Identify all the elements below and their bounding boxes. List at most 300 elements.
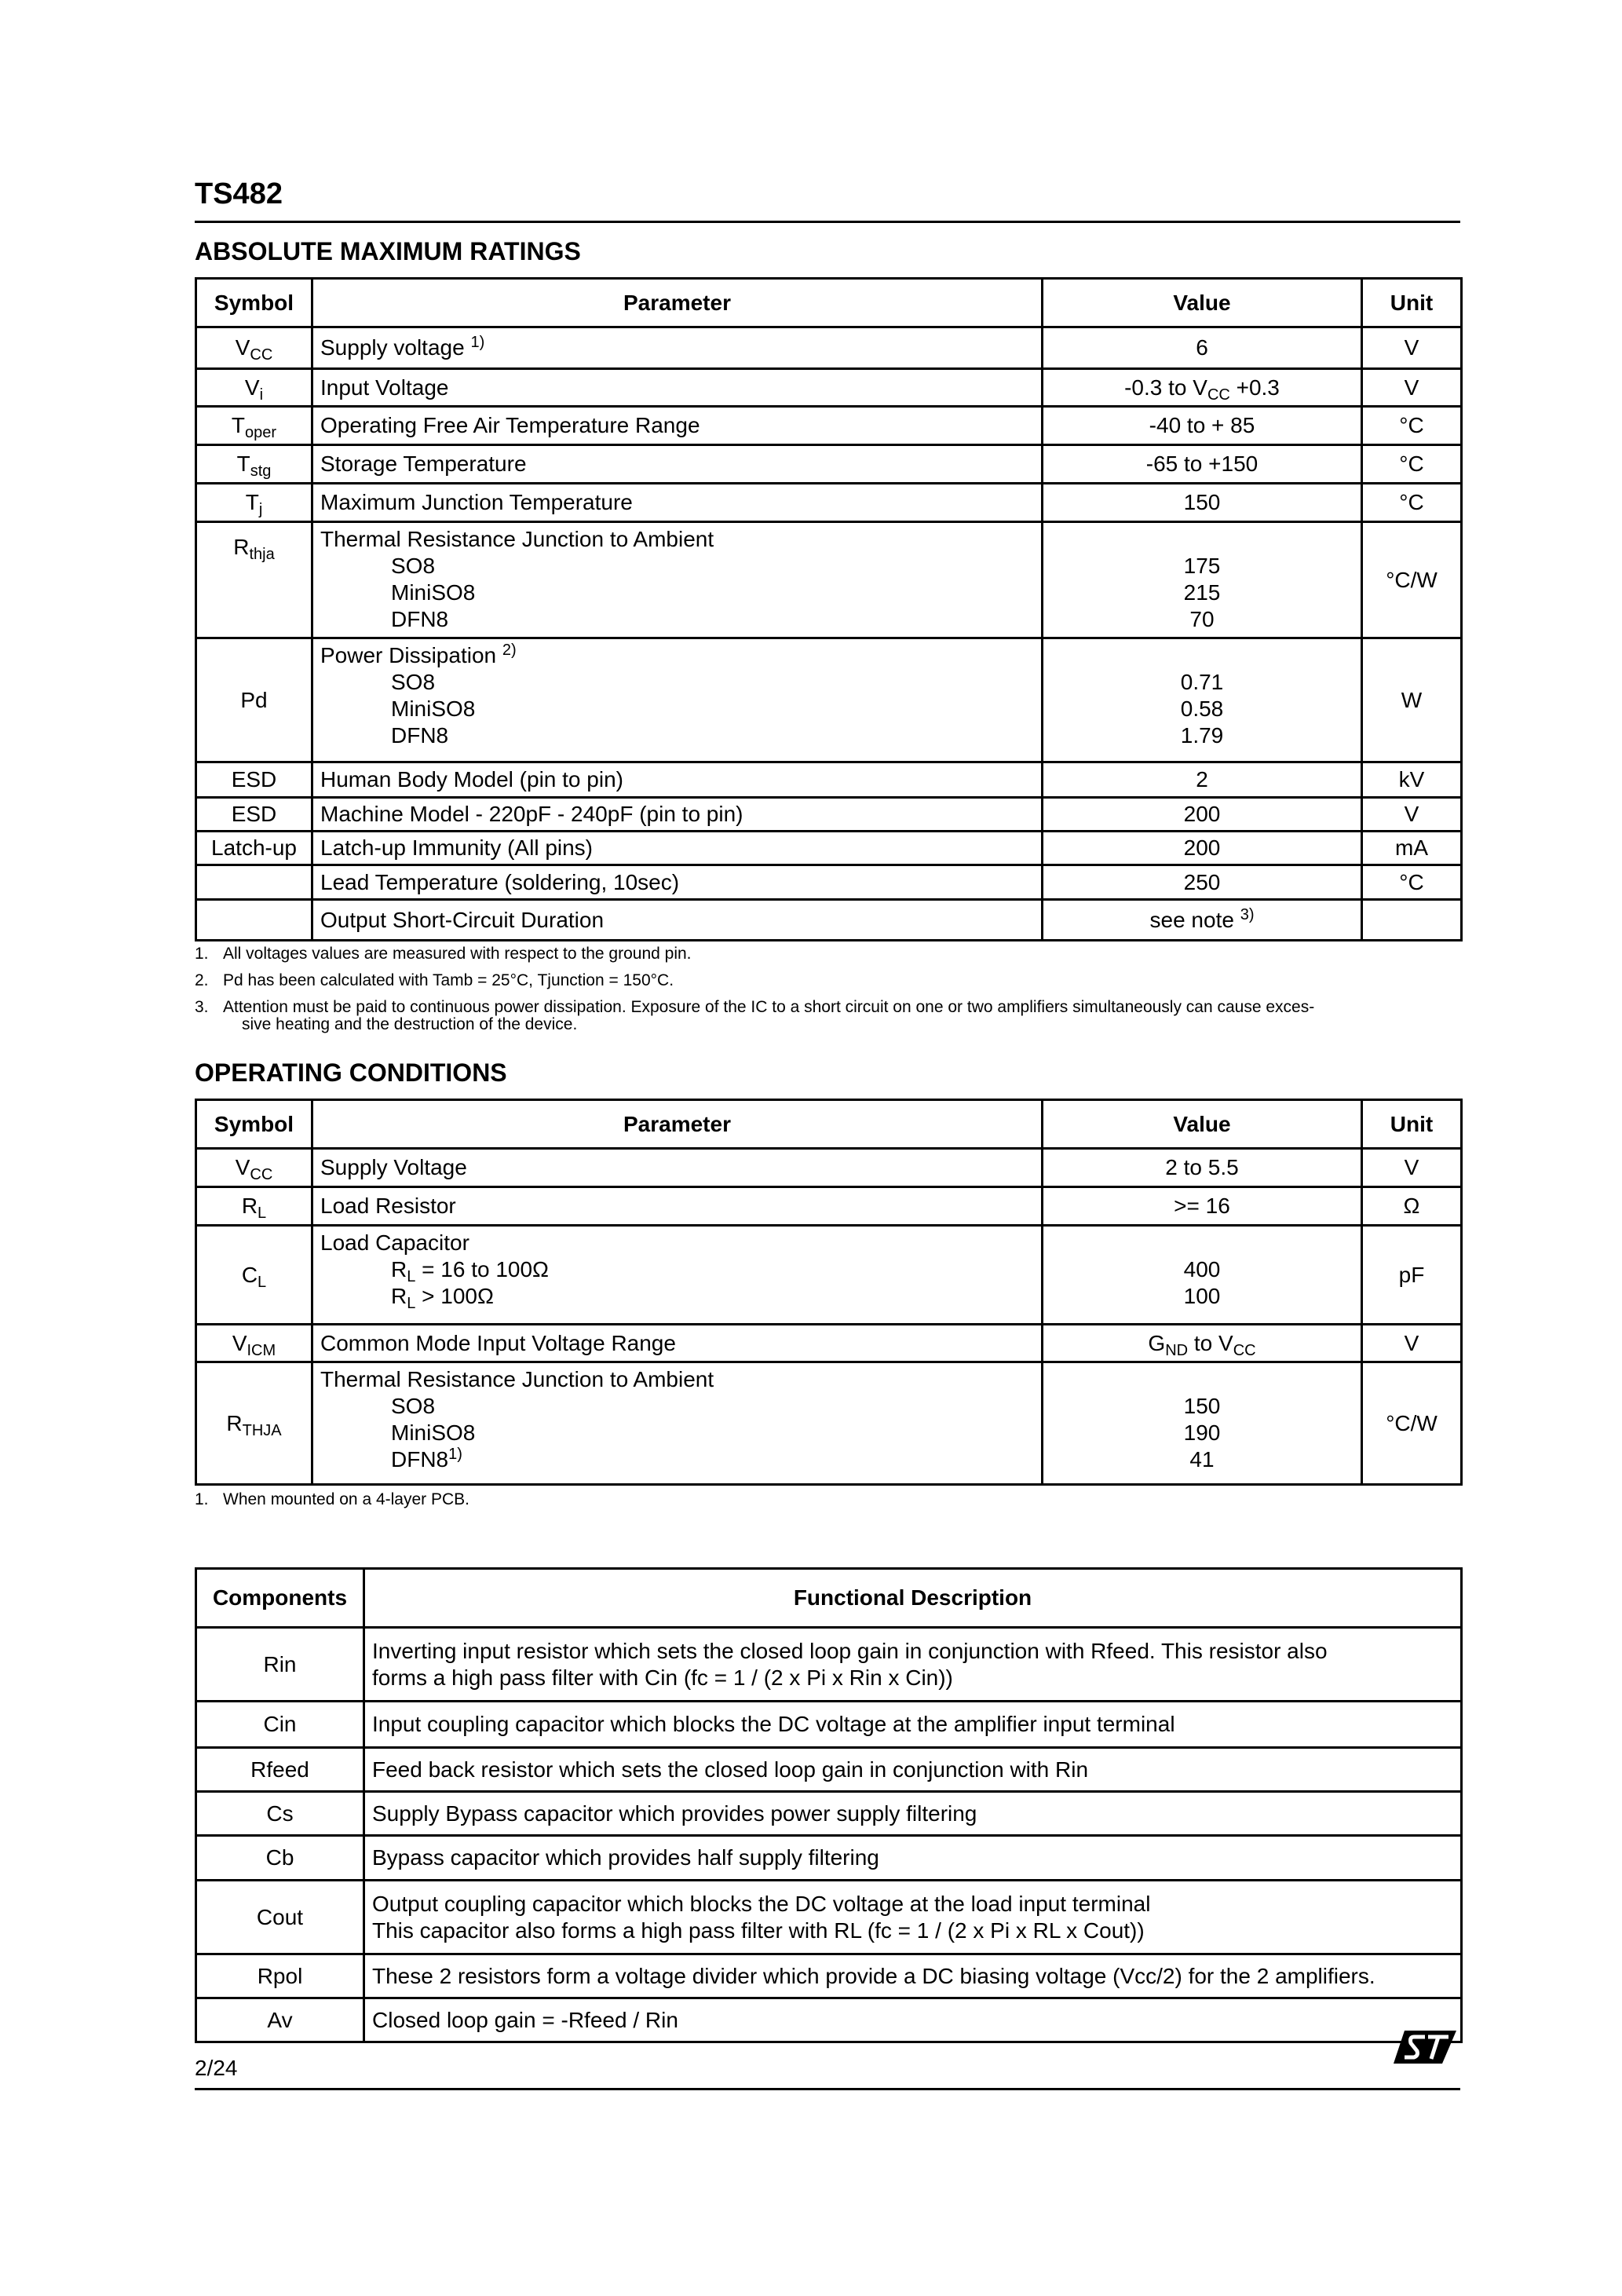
footnote-number: 3. (195, 998, 209, 1016)
component-row (196, 1792, 1462, 1836)
parameter-cell (312, 638, 1043, 762)
symbol-cell (196, 900, 312, 941)
text-segment: T (236, 452, 250, 476)
value-line (1050, 1154, 1353, 1181)
text-segment: j (258, 501, 263, 518)
text-segment: 2) (502, 642, 517, 659)
operating-conditions-table (195, 1099, 1463, 1486)
value-line (1050, 1446, 1353, 1473)
symbol-cell (196, 1187, 312, 1226)
parameter-line (320, 1330, 1034, 1357)
component-name: Cout (196, 1881, 364, 1954)
component-name: Rfeed (196, 1748, 364, 1792)
parameter-line (320, 869, 1034, 896)
component-name: Rpol (196, 1954, 364, 1998)
parameter-cell (312, 484, 1043, 522)
parameter-line (320, 1193, 1034, 1219)
text-segment: ESD (231, 767, 277, 792)
text-segment: L (407, 1268, 416, 1285)
parameter-line (320, 579, 1034, 606)
value-line (1050, 907, 1353, 934)
parameter-line (320, 1446, 1034, 1473)
unit-cell: pF (1362, 1226, 1462, 1325)
text-segment: V (232, 1330, 247, 1355)
component-row (196, 1998, 1462, 2042)
footnote-text: When mounted on a 4-layer PCB. (223, 1490, 469, 1508)
unit-cell: V (1362, 1149, 1462, 1187)
parameter-cell (312, 1325, 1043, 1362)
table-row (196, 638, 1462, 762)
table-row (196, 327, 1462, 369)
unit-cell: V (1362, 798, 1462, 832)
text-segment: thja (249, 546, 275, 563)
abs-max-heading: ABSOLUTE MAXIMUM RATINGS (195, 237, 581, 265)
component-row (196, 1748, 1462, 1792)
symbol-cell (196, 1325, 312, 1362)
unit-cell: °C/W (1362, 522, 1462, 638)
symbol-cell (196, 522, 312, 638)
text-segment: 150 (1183, 490, 1221, 514)
absolute-maximum-ratings-table (195, 277, 1463, 941)
text-segment: i (259, 386, 264, 404)
text-segment: 200 (1183, 802, 1221, 826)
component-row (196, 1702, 1462, 1748)
symbol-cell (196, 407, 312, 445)
parameter-line (320, 553, 1034, 579)
parameter-cell (312, 900, 1043, 941)
text-segment: L (258, 1205, 267, 1222)
component-description (364, 1702, 1462, 1748)
text-segment: 6 (1196, 335, 1208, 360)
value-line (1050, 489, 1353, 516)
text-segment: 175 (1183, 554, 1221, 578)
text-segment: V (235, 1155, 250, 1179)
text-segment: CC (250, 346, 273, 364)
table-header-row (196, 1569, 1462, 1628)
text-segment: Input Voltage (320, 375, 449, 400)
text-segment: 3) (1240, 905, 1255, 923)
component-row (196, 1836, 1462, 1881)
text-segment: 100 (1183, 1284, 1221, 1308)
parameter-cell (312, 522, 1043, 638)
description-line: Feed back resistor which sets the closed loop gain in conjunction with Rin (372, 1757, 1089, 1782)
value-cell (1043, 1149, 1362, 1187)
text-segment: G (1148, 1330, 1166, 1355)
value-line (1050, 1420, 1353, 1446)
parameter-cell (312, 445, 1043, 484)
text-segment: Storage Temperature (320, 452, 527, 476)
header-rule (195, 221, 1460, 223)
component-row (196, 1954, 1462, 1998)
parameter-line (320, 1420, 1034, 1446)
parameter-line (320, 835, 1034, 861)
unit-cell: °C/W (1362, 1362, 1462, 1485)
value-cell (1043, 1325, 1362, 1362)
parameter-line (320, 335, 1034, 361)
table-row (196, 762, 1462, 798)
parameter-line (320, 489, 1034, 516)
value-line (1050, 835, 1353, 861)
text-segment: MiniSO8 (391, 696, 476, 721)
parameter-cell (312, 407, 1043, 445)
symbol-cell (196, 832, 312, 865)
text-segment: R (391, 1257, 407, 1281)
text-segment: +0.3 (1229, 375, 1280, 400)
table-row (196, 1226, 1462, 1325)
value-cell (1043, 445, 1362, 484)
component-row (196, 1628, 1462, 1702)
abs-footnotes (195, 945, 1460, 1043)
footnote-number: 1. (195, 945, 209, 963)
value-line (1050, 375, 1353, 404)
parameter-line (320, 669, 1034, 696)
text-segment: 1) (470, 334, 485, 351)
text-segment: MiniSO8 (391, 580, 476, 605)
column-header: Symbol (196, 279, 312, 327)
text-segment: 1.79 (1180, 723, 1224, 748)
parameter-line (320, 451, 1034, 477)
value-cell (1043, 832, 1362, 865)
table-row (196, 369, 1462, 407)
description-line: Closed loop gain = -Rfeed / Rin (372, 2007, 678, 2032)
unit-cell: °C (1362, 865, 1462, 900)
description-line: These 2 resistors form a voltage divider which provide a DC biasing voltage (Vcc/2) for the 2 amplifiers. (372, 1963, 1375, 1988)
component-row (196, 1881, 1462, 1954)
value-line (1050, 801, 1353, 828)
value-line (1050, 1256, 1353, 1283)
parameter-line (320, 606, 1034, 633)
footnote (195, 945, 1460, 963)
value-line (1050, 1366, 1353, 1393)
unit-cell: W (1362, 638, 1462, 762)
text-segment: oper (245, 424, 277, 441)
symbol-cell (196, 638, 312, 762)
text-segment: ICM (247, 1341, 276, 1359)
parameter-line (320, 766, 1034, 793)
footnote (195, 972, 1460, 989)
unit-cell: V (1362, 369, 1462, 407)
value-line (1050, 696, 1353, 722)
symbol-cell (196, 445, 312, 484)
text-segment: 150 (1183, 1394, 1221, 1418)
operating-conditions-heading: OPERATING CONDITIONS (195, 1058, 507, 1087)
component-description (364, 1792, 1462, 1836)
components-table (195, 1567, 1463, 2043)
table-row (196, 798, 1462, 832)
description-line: This capacitor also forms a high pass filter with RL (fc = 1 / (2 x Pi x RL x Cout)) (372, 1918, 1145, 1943)
parameter-line (320, 375, 1034, 401)
parameter-cell (312, 865, 1043, 900)
table-row (196, 1149, 1462, 1187)
parameter-cell (312, 1187, 1043, 1226)
text-segment: Pd (240, 687, 268, 712)
page-number: 2/24 (195, 2056, 238, 2080)
value-line (1050, 722, 1353, 749)
text-segment: Load Resistor (320, 1194, 456, 1218)
text-segment: R (241, 1194, 258, 1218)
parameter-line (320, 696, 1034, 722)
unit-cell: kV (1362, 762, 1462, 798)
table-row (196, 865, 1462, 900)
table-row (196, 445, 1462, 484)
parameter-cell (312, 1149, 1043, 1187)
component-description (364, 1881, 1462, 1954)
text-segment: ND (1165, 1341, 1189, 1359)
unit-cell: °C (1362, 445, 1462, 484)
text-segment: CC (250, 1166, 273, 1183)
text-segment: 215 (1183, 580, 1221, 605)
component-description (364, 1628, 1462, 1702)
footnote-text: Attention must be paid to continuous power dissipation. Exposure of the IC to a short circuit on one or two amplifiers simultaneously can cause exces- (223, 998, 1315, 1016)
text-segment: Output Short-Circuit Duration (320, 907, 605, 932)
footnote-number: 1. (195, 1490, 209, 1508)
text-segment: T (231, 413, 246, 437)
symbol-cell (196, 1362, 312, 1485)
column-header: Value (1043, 1100, 1362, 1149)
symbol-cell (196, 865, 312, 900)
value-line (1050, 526, 1353, 553)
parameter-line (320, 526, 1034, 553)
description-line: Supply Bypass capacitor which provides power supply filtering (372, 1801, 977, 1826)
table-row (196, 900, 1462, 941)
unit-cell: mA (1362, 832, 1462, 865)
text-segment: 41 (1189, 1447, 1215, 1472)
symbol-cell (196, 327, 312, 369)
value-line (1050, 1193, 1353, 1219)
text-segment: Power Dissipation (320, 643, 502, 667)
text-segment: stg (250, 462, 272, 480)
value-line (1050, 451, 1353, 477)
value-cell (1043, 407, 1362, 445)
text-segment: CC (1207, 386, 1230, 404)
symbol-cell (196, 762, 312, 798)
footnote (195, 1491, 1460, 1508)
parameter-cell (312, 1226, 1043, 1325)
text-segment: SO8 (391, 670, 436, 694)
parameter-cell (312, 798, 1043, 832)
value-cell (1043, 865, 1362, 900)
footnote-number: 2. (195, 971, 209, 989)
text-segment: 2 (1196, 767, 1208, 792)
parameter-cell (312, 369, 1043, 407)
symbol-cell (196, 1149, 312, 1187)
text-segment: = 16 to 100Ω (415, 1257, 549, 1281)
footnote-text: All voltages values are measured with respect to the ground pin. (223, 945, 692, 963)
text-segment: DFN8 (391, 1447, 449, 1472)
text-segment: > 100Ω (415, 1284, 494, 1308)
text-segment: ESD (231, 802, 277, 826)
text-segment: Latch-up (211, 835, 297, 860)
value-line (1050, 1230, 1353, 1256)
value-line (1050, 412, 1353, 439)
text-segment: Supply Voltage (320, 1155, 467, 1179)
footnote (195, 999, 1460, 1033)
text-segment: SO8 (391, 554, 436, 578)
parameter-cell (312, 327, 1043, 369)
value-line (1050, 553, 1353, 579)
text-segment: Thermal Resistance Junction to Ambient (320, 527, 714, 551)
column-header: Functional Description (364, 1569, 1462, 1628)
symbol-cell (196, 1226, 312, 1325)
table-row (196, 407, 1462, 445)
component-name: Cb (196, 1836, 364, 1881)
text-segment: 200 (1183, 835, 1221, 860)
description-line: Output coupling capacitor which blocks the DC voltage at the load input terminal (372, 1891, 1151, 1916)
text-segment: L (258, 1273, 267, 1291)
value-cell (1043, 762, 1362, 798)
parameter-line (320, 1393, 1034, 1420)
text-segment: 190 (1183, 1420, 1221, 1445)
text-segment: to V (1188, 1330, 1233, 1355)
column-header: Components (196, 1569, 364, 1628)
value-cell (1043, 522, 1362, 638)
text-segment: Maximum Junction Temperature (320, 490, 633, 514)
component-description (364, 1954, 1462, 1998)
unit-cell: Ω (1362, 1187, 1462, 1226)
text-segment: -65 to +150 (1145, 452, 1259, 476)
document-title: TS482 (195, 177, 283, 210)
unit-cell: V (1362, 327, 1462, 369)
description-line: Bypass capacitor which provides half supply filtering (372, 1845, 879, 1870)
parameter-line (320, 1230, 1034, 1256)
text-segment: CC (1233, 1341, 1256, 1359)
text-segment: V (244, 375, 260, 400)
text-segment: 250 (1183, 869, 1221, 894)
table-row (196, 522, 1462, 638)
column-header: Value (1043, 279, 1362, 327)
parameter-line (320, 1283, 1034, 1310)
value-cell (1043, 327, 1362, 369)
footer-rule (195, 2088, 1460, 2090)
value-line (1050, 606, 1353, 633)
component-name: Cs (196, 1792, 364, 1836)
text-segment: Human Body Model (pin to pin) (320, 767, 623, 792)
column-header: Symbol (196, 1100, 312, 1149)
column-header: Unit (1362, 1100, 1462, 1149)
symbol-cell (196, 369, 312, 407)
text-segment: Supply voltage (320, 335, 471, 360)
footnote-continuation: sive heating and the destruction of the device. (242, 1015, 578, 1033)
text-segment: -0.3 to V (1124, 375, 1207, 400)
parameter-line (320, 642, 1034, 669)
text-segment: 1) (448, 1446, 462, 1463)
column-header: Unit (1362, 279, 1462, 327)
text-segment: 0.71 (1180, 670, 1224, 694)
parameter-line (320, 801, 1034, 828)
footnote-text: Pd has been calculated with Tamb = 25°C, Tjunction = 150°C. (223, 971, 674, 989)
parameter-cell (312, 762, 1043, 798)
component-name: Av (196, 1998, 364, 2042)
value-cell (1043, 1226, 1362, 1325)
component-description (364, 1836, 1462, 1881)
value-line (1050, 642, 1353, 669)
column-header: Parameter (312, 1100, 1043, 1149)
st-logo (1394, 2027, 1456, 2071)
text-segment: Latch-up Immunity (All pins) (320, 835, 594, 860)
value-cell (1043, 798, 1362, 832)
text-segment: 400 (1183, 1257, 1221, 1281)
value-line (1050, 579, 1353, 606)
component-description (364, 1748, 1462, 1792)
text-segment: >= 16 (1174, 1194, 1230, 1218)
value-line (1050, 1330, 1353, 1357)
value-line (1050, 766, 1353, 793)
table-row (196, 1362, 1462, 1485)
column-header: Parameter (312, 279, 1043, 327)
text-segment: L (407, 1295, 416, 1312)
text-segment: 0.58 (1180, 696, 1224, 721)
unit-cell: V (1362, 1325, 1462, 1362)
text-segment: Operating Free Air Temperature Range (320, 413, 700, 437)
table-row (196, 484, 1462, 522)
value-cell (1043, 484, 1362, 522)
parameter-line (320, 722, 1034, 749)
component-name: Rin (196, 1628, 364, 1702)
value-line (1050, 1283, 1353, 1310)
text-segment: MiniSO8 (391, 1420, 476, 1445)
parameter-line (320, 412, 1034, 439)
value-line (1050, 869, 1353, 896)
value-cell (1043, 900, 1362, 941)
text-segment: Lead Temperature (soldering, 10sec) (320, 869, 680, 894)
parameter-cell (312, 832, 1043, 865)
unit-cell (1362, 900, 1462, 941)
text-segment: Thermal Resistance Junction to Ambient (320, 1367, 714, 1391)
value-cell (1043, 369, 1362, 407)
table-header-row (196, 279, 1462, 327)
value-line (1050, 1393, 1353, 1420)
parameter-line (320, 1154, 1034, 1181)
value-cell (1043, 1187, 1362, 1226)
table-row (196, 832, 1462, 865)
text-segment: see note (1149, 907, 1240, 932)
table-row (196, 1187, 1462, 1226)
text-segment: 2 to 5.5 (1165, 1155, 1239, 1179)
value-line (1050, 669, 1353, 696)
description-line: forms a high pass filter with Cin (fc = 1 / (2 x Pi x Rin x Cin)) (372, 1665, 953, 1690)
parameter-line (320, 907, 1034, 934)
text-segment: C (241, 1262, 258, 1287)
symbol-cell (196, 798, 312, 832)
description-line: Input coupling capacitor which blocks the DC voltage at the amplifier input terminal (372, 1712, 1175, 1736)
component-description (364, 1998, 1462, 2042)
text-segment: R (233, 535, 250, 559)
parameter-line (320, 1366, 1034, 1393)
text-segment: DFN8 (391, 723, 449, 748)
text-segment: 70 (1189, 607, 1215, 631)
text-segment: Machine Model - 220pF - 240pF (pin to pin) (320, 802, 743, 826)
text-segment: V (235, 335, 250, 360)
text-segment: THJA (242, 1421, 282, 1439)
text-segment: Common Mode Input Voltage Range (320, 1330, 676, 1355)
unit-cell: °C (1362, 484, 1462, 522)
component-name: Cin (196, 1702, 364, 1748)
text-segment: DFN8 (391, 607, 449, 631)
value-cell (1043, 638, 1362, 762)
parameter-cell (312, 1362, 1043, 1485)
text-segment: R (391, 1284, 407, 1308)
op-footnotes (195, 1491, 1460, 1518)
text-segment: T (245, 490, 259, 514)
text-segment: -40 to + 85 (1149, 413, 1255, 437)
text-segment: Load Capacitor (320, 1230, 469, 1255)
text-segment: R (226, 1410, 243, 1435)
value-cell (1043, 1362, 1362, 1485)
text-segment: SO8 (391, 1394, 436, 1418)
table-row (196, 1325, 1462, 1362)
unit-cell: °C (1362, 407, 1462, 445)
table-header-row (196, 1100, 1462, 1149)
